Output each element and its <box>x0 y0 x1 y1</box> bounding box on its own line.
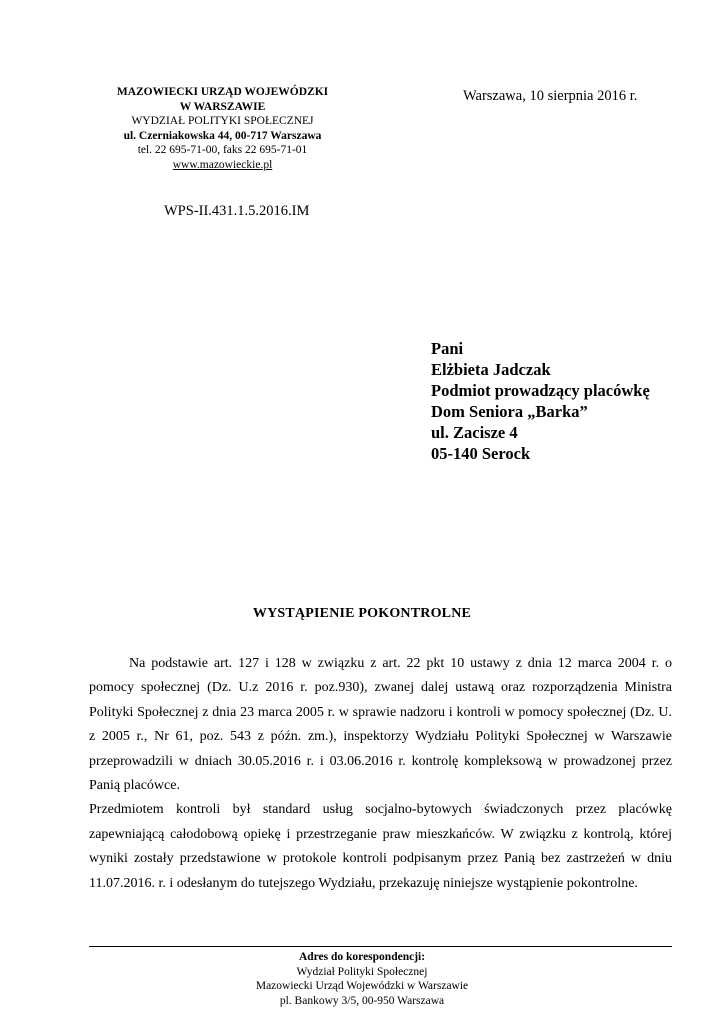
footer-address: pl. Bankowy 3/5, 00-950 Warszawa <box>279 994 445 1007</box>
sender-department: WYDZIAŁ POLITYKI SPOŁECZNEJ <box>131 115 314 127</box>
letter-date: Warszawa, 10 sierpnia 2016 r. <box>463 88 638 104</box>
recipient-salutation: Pani <box>431 339 464 358</box>
sender-office-name: MAZOWIECKI URZĄD WOJEWÓDZKI <box>116 86 329 98</box>
sender-block <box>100 85 345 172</box>
body-paragraph-2: Przedmiotem kontroli był standard usług socjalno-bytowych świadczonych przez placówkę zapewniającą całodobową opiekę i przestrzeganie praw mieszkańców. W związku z kontrolą, której wyniki zostały przedstawione w protokole kontroli podpisanym przez Panią bez zastrzeżeń w dniu 11.07.2016. r. i odesłanym do tutejszego Wydziału, przekazuję niniejsze wystąpienie pokontrolne. <box>89 802 672 891</box>
recipient-name: Elżbieta Jadczak <box>431 360 551 379</box>
recipient-block <box>431 338 650 464</box>
reference-number: WPS-II.431.1.5.2016.IM <box>164 203 310 219</box>
footer-title: Adres do korespondencji: <box>298 951 426 963</box>
body-paragraph-1: Na podstawie art. 127 i 128 w związku z art. 22 pkt 10 ustawy z dnia 12 marca 2004 r. o pomocy społecznej (Dz. U.z 2016 r. poz.930), zwanej dalej ustawą oraz rozporządzenia Ministra Polityki Społecznej z dnia 23 marca 2005 r. w sprawie nadzoru i kontroli w pomocy społecznej (Dz. U. z 2005 r., Nr 61, poz. 543 z późn. zm.), inspektorzy Wydziału Polityki Społecznej w Warszawie przeprowadzili w dniach 30.05.2016 r. i 03.06.2016 r. kontrolę kompleksową w prowadzonej przez Panią placówce. <box>89 656 672 794</box>
recipient-institution: Dom Seniora „Barka” <box>431 402 588 421</box>
recipient-postal-city: 05-140 Serock <box>431 444 531 463</box>
footer-block <box>0 950 724 1008</box>
footer-department: Wydział Polityki Społecznej <box>296 965 428 978</box>
sender-address: ul. Czerniakowska 44, 00-717 Warszawa <box>123 129 322 142</box>
sender-phone: tel. 22 695-71-00, faks 22 695-71-01 <box>137 144 308 156</box>
body-text <box>89 652 672 896</box>
recipient-street: ul. Zacisze 4 <box>431 423 518 442</box>
footer-divider <box>89 946 672 947</box>
sender-office-city: W WARSZAWIE <box>179 100 266 113</box>
document-heading: WYSTĄPIENIE POKONTROLNE <box>252 606 472 621</box>
footer-office: Mazowiecki Urząd Wojewódzki w Warszawie <box>255 980 469 992</box>
recipient-role: Podmiot prowadzący placówkę <box>431 381 650 400</box>
sender-website-link[interactable]: www.mazowieckie.pl <box>172 158 273 171</box>
